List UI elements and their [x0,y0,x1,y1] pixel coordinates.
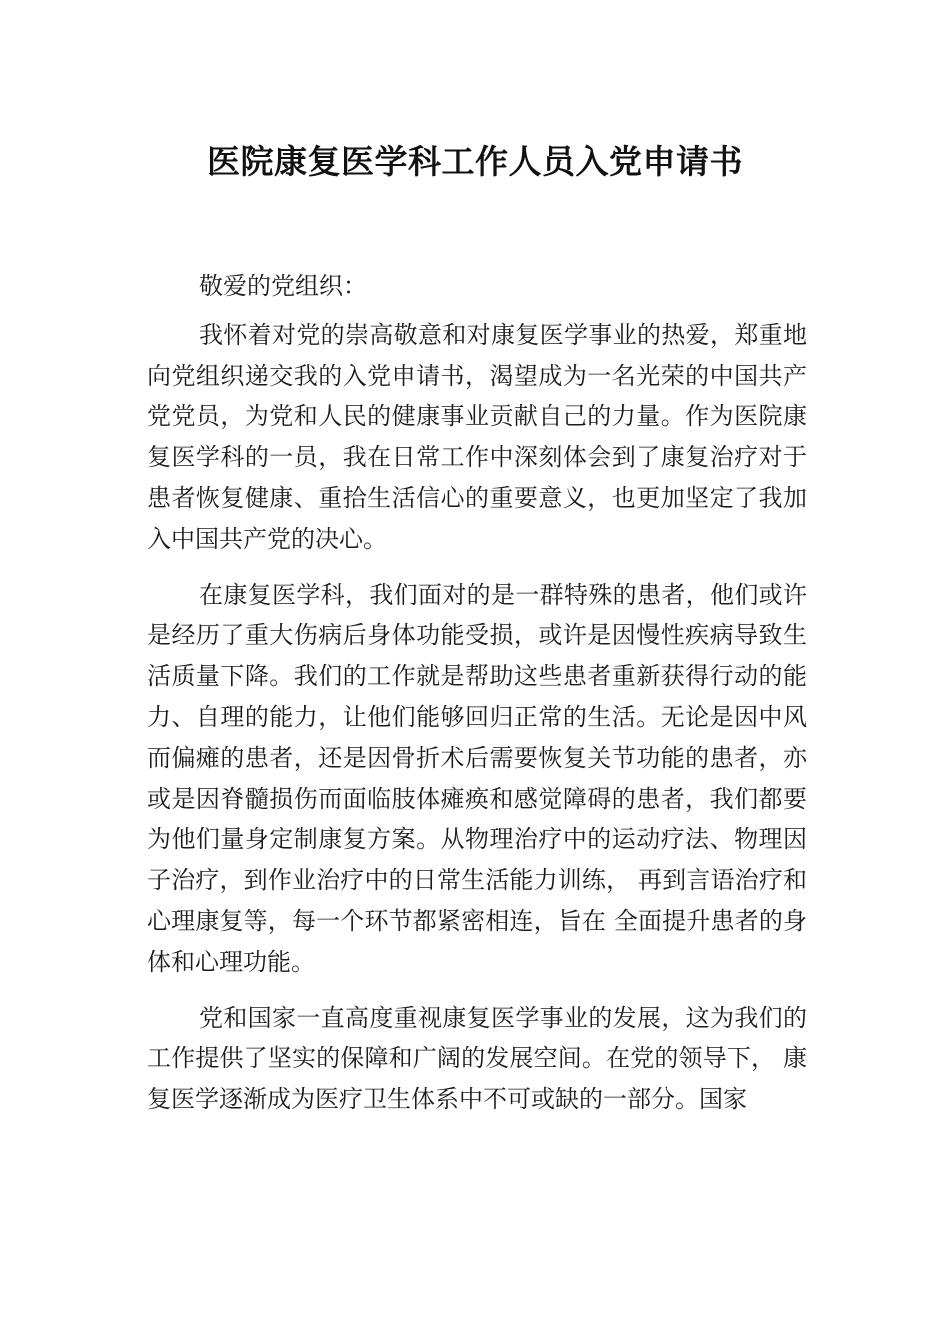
salutation: 敬爱的党组织： [199,272,367,300]
document-body [147,266,807,1120]
paragraph-1: 我怀着对党的崇高敬意和对康复医学事业的热爱，郑重地向党组织递交我的入党申请书，渴望成为一名光荣的中国共产党党员，为党和人民的健康事业贡献自己的力量。作为医院康复医学科的一员，我在日常工作中深刻体会到了康复治疗对于患者恢复健康、重拾生活信心的重要意义，也更加坚定了我加入中国共产党的决心。 [147,320,807,553]
document-title: 医院康复医学科工作人员入党申请书 [207,142,743,181]
paragraph-2: 在康复医学科，我们面对的是一群特殊的患者，他们或许是经历了重大伤病后身体功能受损，或许是因慢性疾病导致生活质量下降。我们的工作就是帮助这些患者重新获得行动的能力、自理的能力，让他们能够回归正常的生活。无论是因中风而偏瘫的患者，还是因骨折术后需要恢复关节功能的患者，亦或是因脊髓损伤而面临肢体瘫痪和感觉障碍的患者，我们都要为他们量身定制康复方案。从物理治疗中的运动疗法、物理因子治疗，到作业治疗中的日常生活能力训练， 再到言语治疗和心理康复等，每一个环节都紧密相连，旨在 全面提升患者的身体和心理功能。 [147,580,807,976]
paragraph-3: 党和国家一直高度重视康复医学事业的发展，这为我们的工作提供了坚实的保障和广阔的发展空间。在党的领导下， 康复医学逐渐成为医疗卫生体系中不可或缺的一部分。国家 [147,1003,807,1114]
